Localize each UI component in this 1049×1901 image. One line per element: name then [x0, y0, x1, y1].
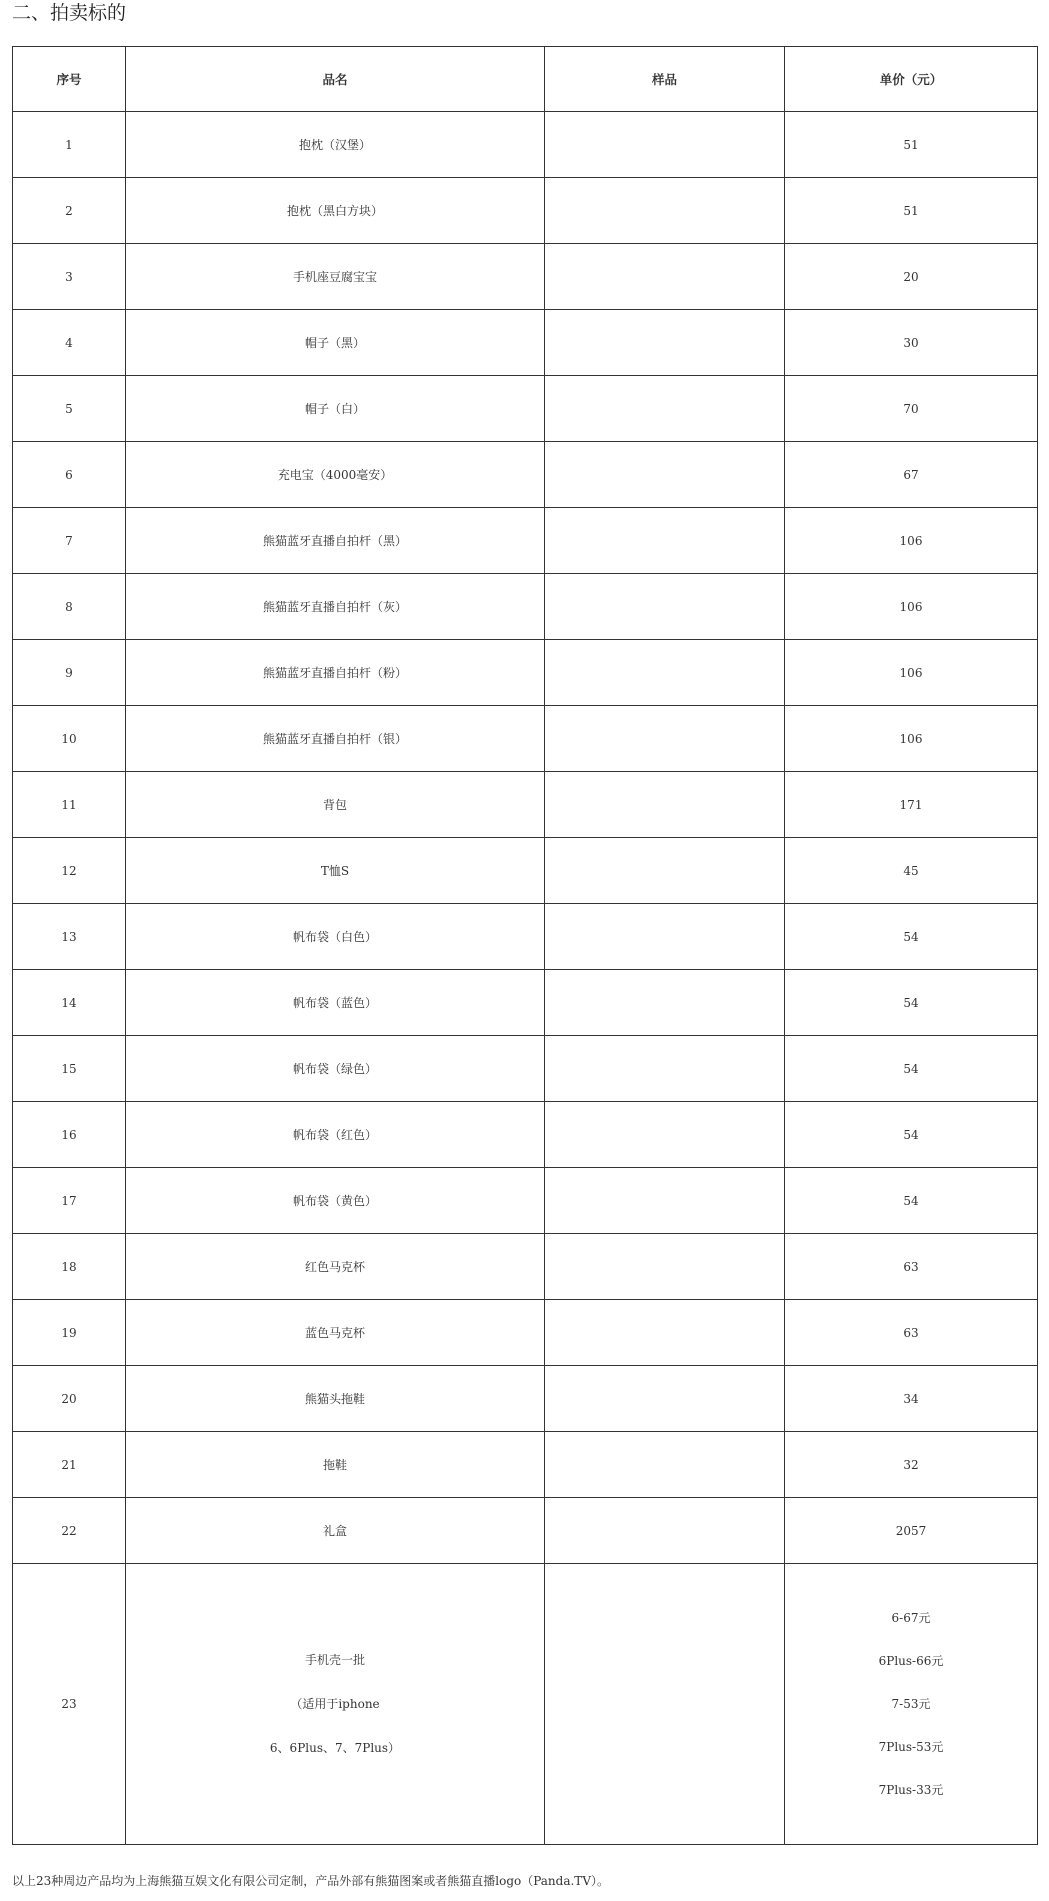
table-row: [13, 1366, 1038, 1432]
cell-price: 63: [785, 1234, 1038, 1300]
table-row: [13, 1300, 1038, 1366]
cell-price: 106: [785, 640, 1038, 706]
table-row: [13, 772, 1038, 838]
cell-sample: [545, 838, 785, 904]
cell-price: 54: [785, 1102, 1038, 1168]
table-row: [13, 244, 1038, 310]
cell-sample: [545, 244, 785, 310]
cell-sample: [545, 772, 785, 838]
cell-name: 熊猫蓝牙直播自拍杆（黑）: [126, 508, 545, 574]
cell-sample: [545, 706, 785, 772]
cell-index: 18: [13, 1234, 126, 1300]
cell-price: 54: [785, 1036, 1038, 1102]
cell-price: 54: [785, 970, 1038, 1036]
cell-price-line: 7Plus-33元: [878, 1782, 944, 1797]
cell-index: 20: [13, 1366, 126, 1432]
cell-sample: [545, 112, 785, 178]
table-row: [13, 970, 1038, 1036]
cell-sample: [545, 1168, 785, 1234]
cell-sample: [545, 1564, 785, 1845]
cell-sample: [545, 904, 785, 970]
cell-index: 10: [13, 706, 126, 772]
cell-index: 5: [13, 376, 126, 442]
table-row: [13, 310, 1038, 376]
cell-sample: [545, 1234, 785, 1300]
cell-index: 22: [13, 1498, 126, 1564]
cell-name: 拖鞋: [126, 1432, 545, 1498]
cell-name-line: （适用于iphone: [290, 1697, 380, 1711]
table-row: [13, 1498, 1038, 1564]
cell-name-line: 手机壳一批: [304, 1653, 365, 1667]
table-row: [13, 1168, 1038, 1234]
table-header-row: [13, 47, 1038, 112]
cell-price-line: 7-53元: [891, 1696, 931, 1711]
cell-index: 23: [13, 1564, 126, 1845]
cell-name: 帆布袋（绿色）: [126, 1036, 545, 1102]
table-row: [13, 1564, 1038, 1845]
cell-index: 17: [13, 1168, 126, 1234]
cell-price: [785, 1564, 1038, 1845]
auction-items-table: [12, 46, 1038, 1845]
header-price: 单价（元）: [785, 47, 1038, 112]
cell-name: 熊猫头拖鞋: [126, 1366, 545, 1432]
cell-sample: [545, 1432, 785, 1498]
table-row: [13, 508, 1038, 574]
cell-price-line: 7Plus-53元: [878, 1739, 944, 1754]
cell-index: 2: [13, 178, 126, 244]
cell-sample: [545, 508, 785, 574]
header-sample: 样品: [545, 47, 785, 112]
cell-index: 12: [13, 838, 126, 904]
table-row: [13, 178, 1038, 244]
cell-price: 106: [785, 574, 1038, 640]
cell-sample: [545, 310, 785, 376]
cell-sample: [545, 970, 785, 1036]
cell-name: T恤S: [126, 838, 545, 904]
cell-sample: [545, 442, 785, 508]
cell-price: 32: [785, 1432, 1038, 1498]
header-index: 序号: [13, 47, 126, 112]
cell-index: 8: [13, 574, 126, 640]
cell-name: 手机座豆腐宝宝: [126, 244, 545, 310]
cell-name: 熊猫蓝牙直播自拍杆（银）: [126, 706, 545, 772]
cell-name: 礼盒: [126, 1498, 545, 1564]
cell-price: 51: [785, 178, 1038, 244]
table-row: [13, 112, 1038, 178]
cell-price-line: 6Plus-66元: [878, 1653, 944, 1668]
cell-name: 充电宝（4000毫安）: [126, 442, 545, 508]
cell-sample: [545, 574, 785, 640]
cell-sample: [545, 1036, 785, 1102]
cell-sample: [545, 178, 785, 244]
table-row: [13, 1234, 1038, 1300]
footer-note: 以上23种周边产品均为上海熊猫互娱文化有限公司定制，产品外部有熊猫图案或者熊猫直播logo（Panda.TV）。: [12, 1874, 609, 1888]
cell-sample: [545, 640, 785, 706]
cell-name-line: 6、6Plus、7、7Plus）: [269, 1741, 401, 1755]
cell-name: 熊猫蓝牙直播自拍杆（粉）: [126, 640, 545, 706]
cell-price: 67: [785, 442, 1038, 508]
cell-index: 11: [13, 772, 126, 838]
cell-index: 13: [13, 904, 126, 970]
cell-price: 2057: [785, 1498, 1038, 1564]
table-row: [13, 838, 1038, 904]
cell-sample: [545, 1300, 785, 1366]
cell-price: 171: [785, 772, 1038, 838]
cell-name: [126, 1564, 545, 1845]
table-row: [13, 442, 1038, 508]
table-row: [13, 376, 1038, 442]
cell-index: 16: [13, 1102, 126, 1168]
cell-index: 1: [13, 112, 126, 178]
table-row: [13, 706, 1038, 772]
cell-name: 帆布袋（黄色）: [126, 1168, 545, 1234]
cell-name: 帆布袋（红色）: [126, 1102, 545, 1168]
cell-name: 帽子（白）: [126, 376, 545, 442]
section-title: 二、拍卖标的: [12, 2, 127, 24]
cell-name: 熊猫蓝牙直播自拍杆（灰）: [126, 574, 545, 640]
cell-index: 3: [13, 244, 126, 310]
cell-sample: [545, 376, 785, 442]
table-row: [13, 1432, 1038, 1498]
cell-index: 4: [13, 310, 126, 376]
cell-name: 蓝色马克杯: [126, 1300, 545, 1366]
cell-sample: [545, 1498, 785, 1564]
cell-price: 63: [785, 1300, 1038, 1366]
cell-name: 帆布袋（白色）: [126, 904, 545, 970]
cell-sample: [545, 1366, 785, 1432]
cell-name: 红色马克杯: [126, 1234, 545, 1300]
cell-index: 15: [13, 1036, 126, 1102]
cell-index: 21: [13, 1432, 126, 1498]
cell-price: 30: [785, 310, 1038, 376]
cell-price-line: 6-67元: [891, 1610, 931, 1625]
cell-price: 54: [785, 1168, 1038, 1234]
cell-name: 抱枕（汉堡）: [126, 112, 545, 178]
cell-price: 20: [785, 244, 1038, 310]
table-row: [13, 1102, 1038, 1168]
table-row: [13, 574, 1038, 640]
table-body: [13, 112, 1038, 1845]
cell-price: 45: [785, 838, 1038, 904]
cell-price: 70: [785, 376, 1038, 442]
table-row: [13, 1036, 1038, 1102]
header-name: 品名: [126, 47, 545, 112]
cell-sample: [545, 1102, 785, 1168]
cell-name: 抱枕（黑白方块）: [126, 178, 545, 244]
cell-price: 106: [785, 706, 1038, 772]
table-row: [13, 640, 1038, 706]
cell-price: 34: [785, 1366, 1038, 1432]
cell-price: 106: [785, 508, 1038, 574]
cell-index: 6: [13, 442, 126, 508]
table-row: [13, 904, 1038, 970]
cell-index: 7: [13, 508, 126, 574]
cell-name: 帆布袋（蓝色）: [126, 970, 545, 1036]
cell-price: 54: [785, 904, 1038, 970]
cell-index: 14: [13, 970, 126, 1036]
cell-name: 背包: [126, 772, 545, 838]
cell-price: 51: [785, 112, 1038, 178]
cell-name: 帽子（黑）: [126, 310, 545, 376]
cell-index: 9: [13, 640, 126, 706]
cell-index: 19: [13, 1300, 126, 1366]
